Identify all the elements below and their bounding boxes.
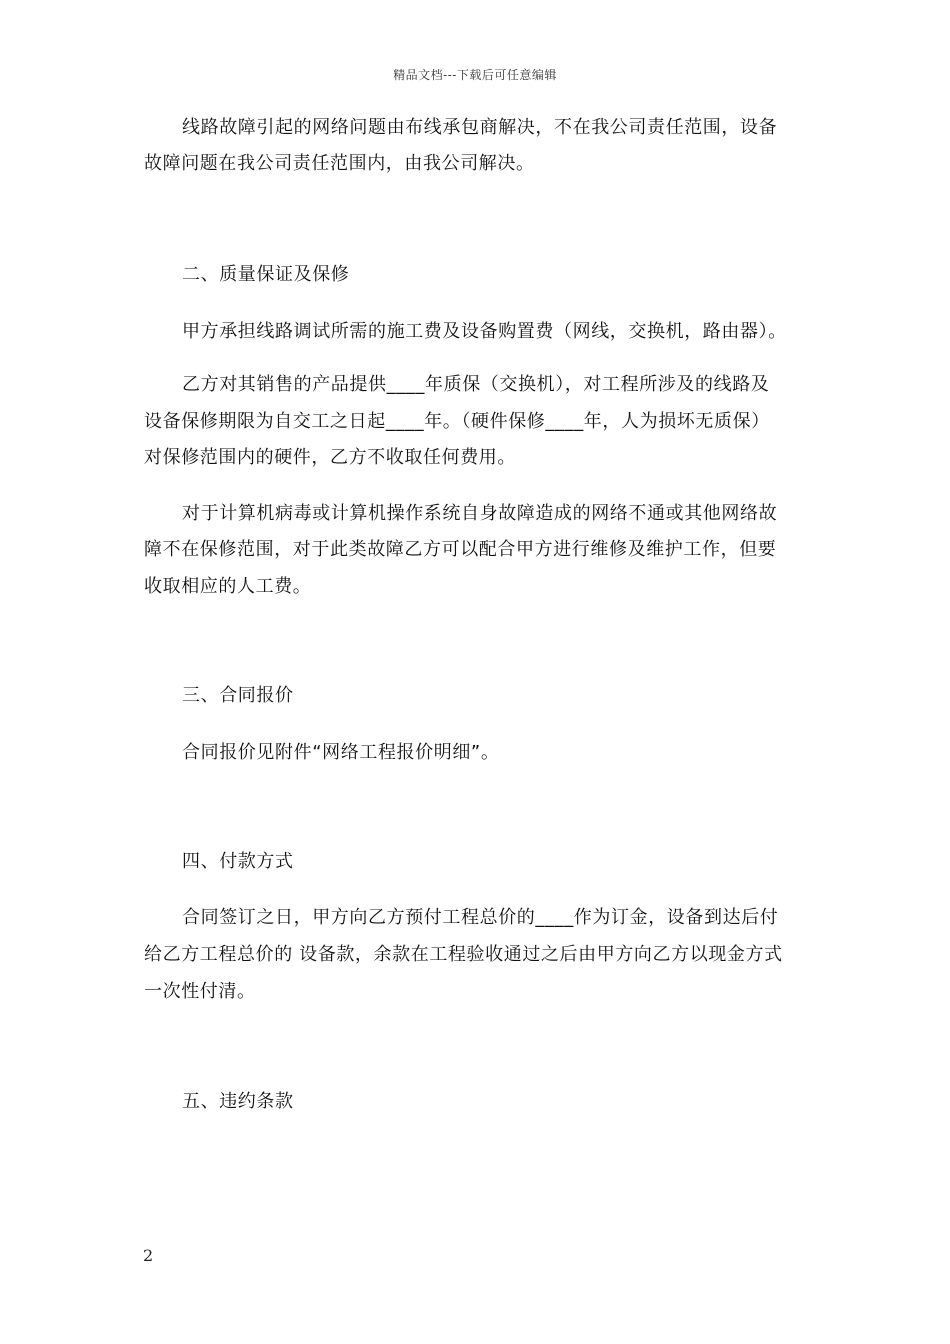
paragraph-line: 给乙方工程总价的 设备款，余款在工程验收通过之后由甲方向乙方以现金方式: [144, 944, 783, 965]
document-header: 精品文档---下载后可任意编辑: [393, 68, 557, 82]
paragraph-line: 对于计算机病毒或计算机操作系统自身故障造成的网络不通或其他网络故: [182, 503, 778, 524]
paragraph-line: 障不在保修范围，对于此类故障乙方可以配合甲方进行维修及维护工作，但要: [144, 539, 777, 560]
paragraph-line: 设备保修期限为自交工之日起____年。（硬件保修____年，人为损坏无质保）: [144, 411, 770, 432]
paragraph-line: 甲方承担线路调试所需的施工费及设备购置费（网线，交换机，路由器）。: [182, 321, 787, 342]
page-number: 2: [143, 1246, 154, 1265]
paragraph-line: 一次性付清。: [144, 981, 256, 1002]
section-heading-quality: 二、质量保证及保修: [182, 264, 350, 285]
paragraph-line: 合同签订之日，甲方向乙方预付工程总价的____作为订金，设备到达后付: [182, 907, 779, 928]
paragraph-line: 故障问题在我公司责任范围内，由我公司解决。: [144, 153, 535, 174]
section-heading-breach: 五、违约条款: [182, 1091, 294, 1112]
section-heading-payment: 四、付款方式: [182, 851, 294, 872]
paragraph-line: 对保修范围内的硬件，乙方不收取任何费用。: [144, 447, 516, 468]
paragraph-line: 合同报价见附件“网络工程报价明细”。: [182, 742, 500, 763]
paragraph-line: 线路故障引起的网络问题由布线承包商解决，不在我公司责任范围，设备: [182, 117, 778, 138]
section-heading-quote: 三、合同报价: [182, 685, 294, 706]
paragraph-line: 收取相应的人工费。: [144, 576, 312, 597]
paragraph-line: 乙方对其销售的产品提供____年质保（交换机），对工程所涉及的线路及: [182, 374, 770, 395]
